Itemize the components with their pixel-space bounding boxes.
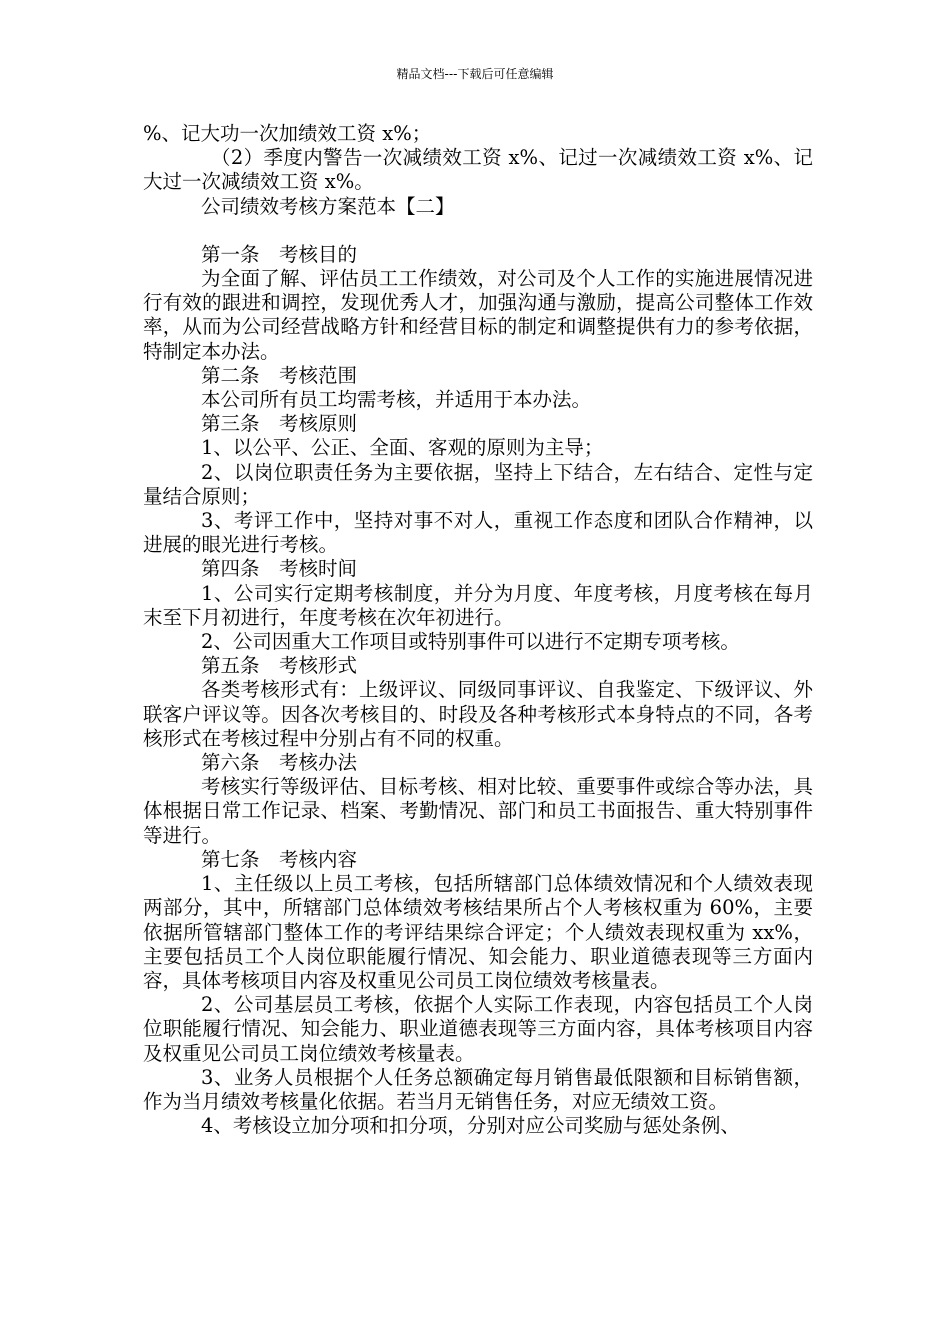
page-header: 精品文档---下载后可任意编辑	[396, 67, 554, 81]
paragraph: 第六条 考核办法	[201, 751, 358, 775]
paragraph: 第四条 考核时间	[201, 557, 358, 581]
paragraph: 4、考核设立加分项和扣分项，分别对应公司奖励与惩处条例、	[201, 1114, 740, 1138]
paragraph: 3、考评工作中，坚持对事不对人，重视工作态度和团队合作精神，以进展的眼光进行考核。	[143, 509, 813, 557]
paragraph: 为全面了解、评估员工工作绩效，对公司及个人工作的实施进展情况进行有效的跟进和调控，发现优秀人才，加强沟通与激励，提高公司整体工作效率，从而为公司经营战略方针和经营目标的制定和调整提供有力的参考依据，特制定本办法。	[143, 267, 813, 363]
paragraph: （2）季度内警告一次减绩效工资 x%、记过一次减绩效工资 x%、记大过一次减绩效工资 x%。	[143, 146, 813, 194]
paragraph: %、记大功一次加绩效工资 x%；	[143, 122, 432, 145]
paragraph: 考核实行等级评估、目标考核、相对比较、重要事件或综合等办法，具体根据日常工作记录、档案、考勤情况、部门和员工书面报告、重大特别事件等进行。	[143, 775, 813, 847]
paragraph: 本公司所有员工均需考核，并适用于本办法。	[201, 388, 592, 412]
paragraph: 第七条 考核内容	[201, 847, 358, 871]
paragraph: 1、以公平、公正、全面、客观的原则为主导；	[201, 436, 604, 460]
blank-line	[143, 219, 813, 243]
paragraph: 2、以岗位职责任务为主要依据，坚持上下结合，左右结合、定性与定量结合原则；	[143, 460, 813, 508]
paragraph: 1、公司实行定期考核制度，并分为月度、年度考核，月度考核在每月末至下月初进行，年度考核在次年初进行。	[143, 581, 813, 629]
paragraph: 第三条 考核原则	[201, 412, 358, 436]
paragraph: 第二条 考核范围	[201, 363, 358, 387]
paragraph: 第一条 考核目的	[201, 242, 358, 266]
paragraph: 3、业务人员根据个人任务总额确定每月销售最低限额和目标销售额，作为当月绩效考核量化依据。若当月无销售任务，对应无绩效工资。	[143, 1065, 813, 1113]
paragraph: 2、公司基层员工考核，依据个人实际工作表现，内容包括员工个人岗位职能履行情况、知会能力、职业道德表现等三方面内容，具体考核项目内容及权重见公司员工岗位绩效考核量表。	[143, 993, 813, 1065]
paragraph: 第五条 考核形式	[201, 654, 358, 678]
paragraph: 2、公司因重大工作项目或特别事件可以进行不定期专项考核。	[201, 630, 740, 654]
paragraph: 各类考核形式有：上级评议、同级同事评议、自我鉴定、下级评议、外联客户评议等。因各次考核目的、时段及各种考核形式本身特点的不同，各考核形式在考核过程中分别占有不同的权重。	[143, 678, 813, 750]
paragraph: 公司绩效考核方案范本【二】	[201, 194, 455, 218]
paragraph: 1、主任级以上员工考核，包括所辖部门总体绩效情况和个人绩效表现两部分，其中，所辖部门总体绩效考核结果所占个人考核权重为 60%，主要依据所管辖部门整体工作的考评结果综合评定；个人绩效表现权重为 xx%，主要包括员工个人岗位职能履行情况、知会能力、职业道德表现等三方面内容，具体考核项目内容及权重见公司员工岗位绩效考核量表。	[143, 872, 813, 992]
document-body	[143, 122, 813, 1138]
